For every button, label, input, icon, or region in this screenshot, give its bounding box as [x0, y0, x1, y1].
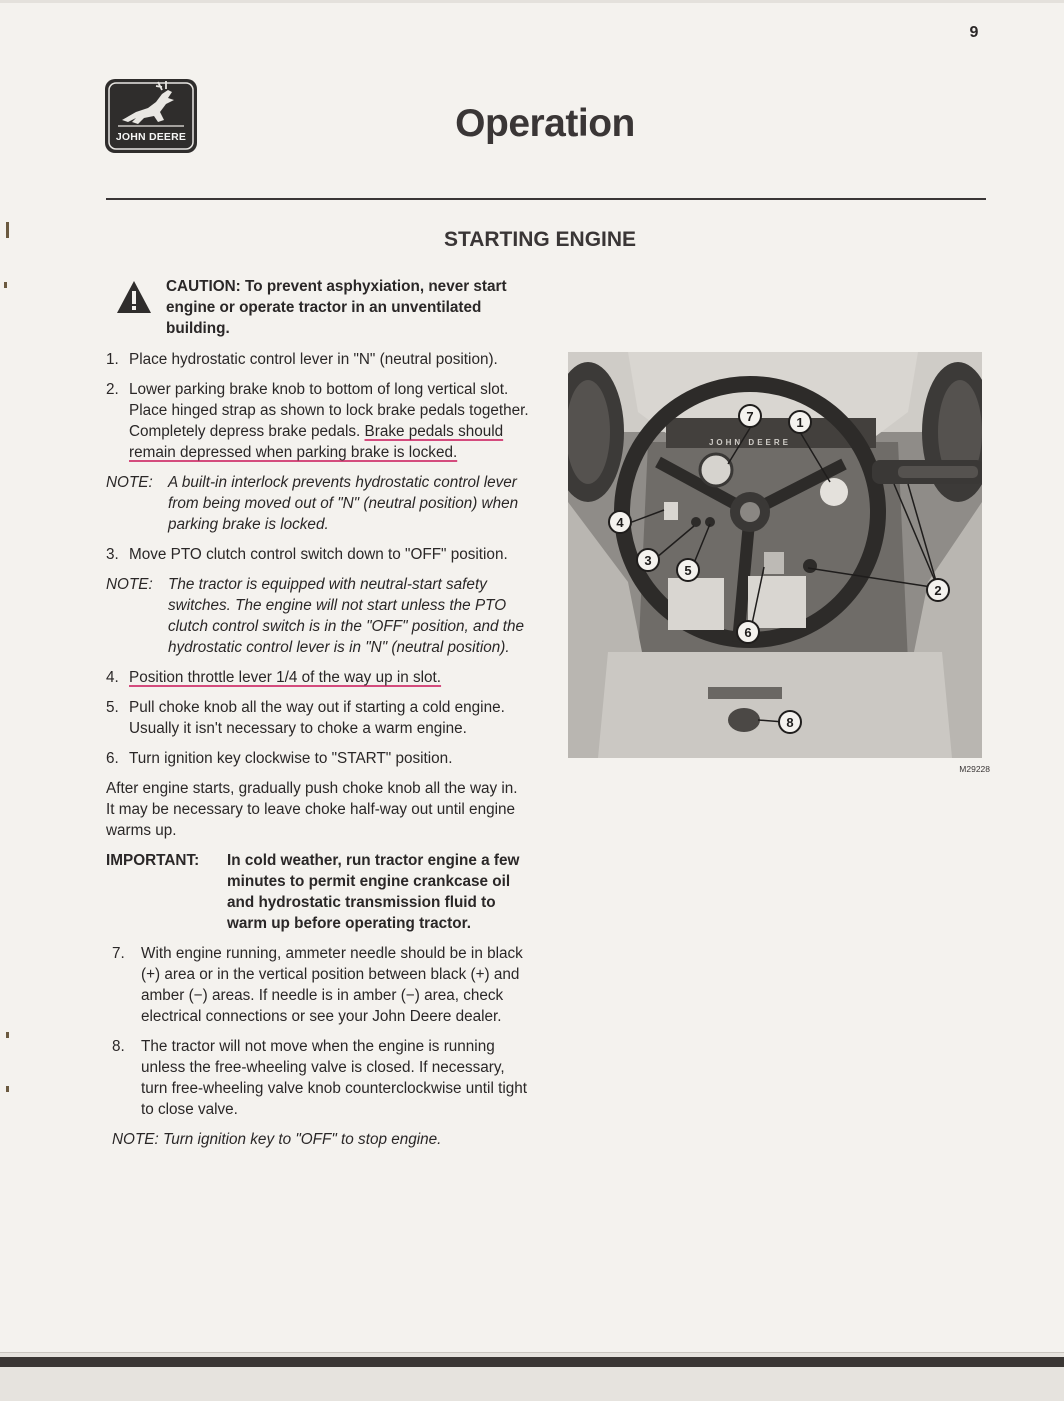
- dash-brand-text: JOHN DEERE: [708, 438, 792, 447]
- caution-block: [106, 276, 530, 339]
- callout-8: [779, 711, 801, 733]
- step-number: 3.: [106, 546, 119, 563]
- callout-label: 8: [786, 715, 794, 730]
- callout-1: [789, 411, 811, 433]
- step-text-main: Lower parking brake knob to bottom of long vertical slot. Place hinged strap as shown to lock brake pedals together. Completely depress brake pedals.: [129, 381, 529, 440]
- step-text: With engine running, ammeter needle should be in black (+) area or in the vertical position between black (+) and amber (−) areas. If needle is in amber (−) area, check electrical connections or see your John Deere dealer.: [141, 945, 523, 1025]
- step-text-highlighted: Position throttle lever 1/4 of the way up in slot.: [129, 669, 442, 686]
- step-text: The tractor will not move when the engine is running unless the free-wheeling valve is closed. If necessary, turn free-wheeling valve knob counterclockwise until tight to close valve.: [141, 1038, 528, 1118]
- caution-text: CAUTION: To prevent asphyxiation, never start engine or operate tractor in an unventilated building.: [166, 278, 507, 337]
- ammeter-gauge: [700, 454, 732, 486]
- step-number: 5.: [106, 699, 119, 716]
- warning-triangle-icon: [116, 280, 152, 314]
- step-item: [106, 667, 530, 688]
- highlighted-warning: Brake pedals should remain depressed when parking brake is locked.: [129, 423, 504, 461]
- step-number: 6.: [106, 750, 119, 767]
- throttle-knob: [820, 478, 848, 506]
- step-item: [106, 697, 530, 739]
- important-text: In cold weather, run tractor engine a few minutes to permit engine crankcase oil and hydrostatic transmission fluid to warm up before operating tractor.: [227, 852, 520, 932]
- tractor-controls-photo: [568, 352, 982, 758]
- step-text: [129, 379, 530, 463]
- callout-label: 6: [744, 625, 752, 640]
- callout-7: [739, 405, 761, 427]
- free-wheeling-valve-knob: [728, 708, 760, 732]
- note-text: A built-in interlock prevents hydrostatic control lever from being moved out of "N" (neutral position) when parking brake is locked.: [168, 474, 519, 533]
- margin-mark: [6, 1086, 9, 1092]
- step-item: [106, 1036, 530, 1120]
- step-item: [106, 943, 530, 1027]
- important-label: IMPORTANT:: [106, 852, 200, 869]
- logo-text: JOHN DEERE: [115, 131, 187, 143]
- step-text: Place hydrostatic control lever in "N" (neutral position).: [129, 351, 498, 368]
- note-interlock: [106, 472, 530, 535]
- final-note: NOTE: Turn ignition key to "OFF" to stop engine.: [112, 1131, 442, 1148]
- callout-label: 1: [796, 415, 804, 430]
- step-text: Turn ignition key clockwise to "START" position.: [129, 750, 453, 767]
- page-title: Operation: [455, 102, 635, 145]
- important-block: [106, 850, 530, 934]
- step-number: 7.: [112, 945, 125, 962]
- callout-label: 5: [684, 563, 692, 578]
- note-label: NOTE:: [106, 576, 153, 593]
- callout-6: [737, 621, 759, 643]
- step-number: 1.: [106, 351, 119, 368]
- step-item: [106, 748, 530, 769]
- callout-2: [927, 579, 949, 601]
- callout-label: 7: [746, 409, 754, 424]
- step-item: [106, 349, 530, 370]
- after-start-paragraph: After engine starts, gradually push choke knob all the way in. It may be necessary to leave choke half-way out until engine warms up.: [106, 780, 518, 839]
- margin-mark: [4, 282, 7, 288]
- step-number: 2.: [106, 381, 119, 398]
- callout-label: 2: [934, 583, 942, 598]
- note-label: NOTE:: [106, 474, 153, 491]
- step-item: [106, 379, 530, 463]
- callout-label: 4: [616, 515, 624, 530]
- title-divider: [106, 198, 986, 200]
- step-text: Pull choke knob all the way out if starting a cold engine. Usually it isn't necessary to choke a warm engine.: [129, 699, 505, 737]
- callout-3: [637, 549, 659, 571]
- callout-5: [677, 559, 699, 581]
- section-heading: STARTING ENGINE: [443, 228, 637, 251]
- margin-mark: [6, 222, 9, 238]
- callout-label: 3: [644, 553, 652, 568]
- instructions-column: [106, 276, 530, 1150]
- step-text: Move PTO clutch control switch down to "OFF" position.: [129, 546, 508, 563]
- callout-4: [609, 511, 631, 533]
- choke-knob: [664, 502, 678, 520]
- page-top-edge: [0, 0, 1064, 3]
- note-text: The tractor is equipped with neutral-start safety switches. The engine will not start unless the PTO clutch control switch is in the "OFF" position, and the hydrostatic control lever is in "N" (neutral position).: [168, 576, 525, 656]
- step-number: 4.: [106, 669, 119, 686]
- figure-id: M29228: [959, 764, 990, 774]
- margin-mark: [6, 1032, 9, 1038]
- step-item: [106, 544, 530, 565]
- step-number: 8.: [112, 1038, 125, 1055]
- page-bottom-edge: [0, 1352, 1064, 1401]
- note-neutral-start: [106, 574, 530, 658]
- page-number: 9: [969, 24, 979, 41]
